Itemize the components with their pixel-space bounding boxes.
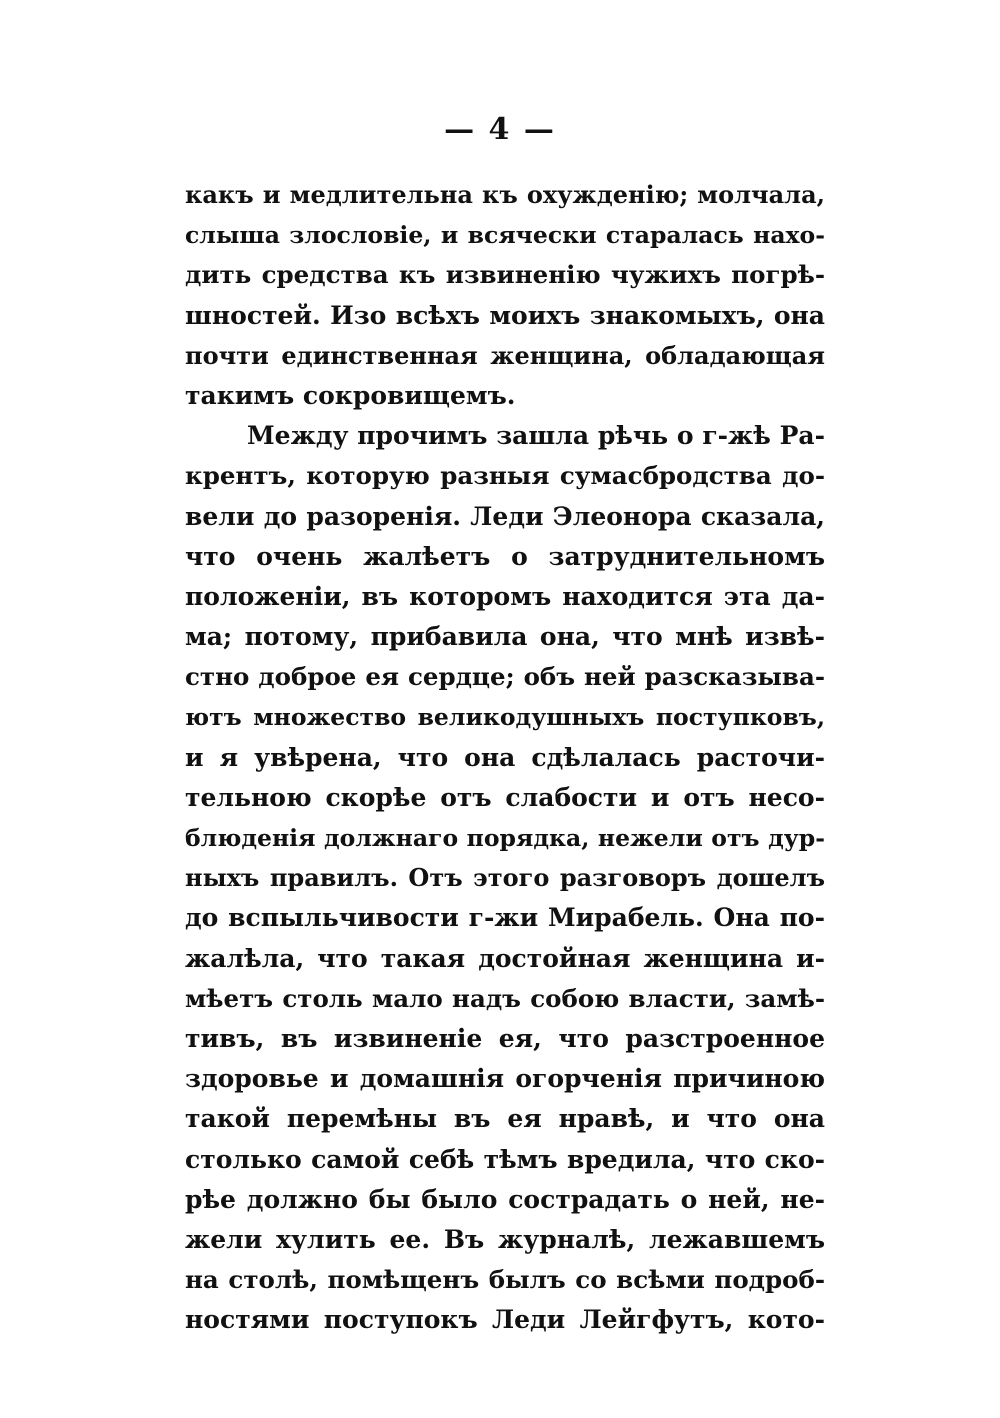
- text-line: блюденія должнаго порядка, нежели отъ дур-: [185, 824, 825, 852]
- text-line: что очень жалѣетъ о затруднительномъ: [185, 541, 825, 571]
- text-line: такимъ сокровищемъ.: [185, 380, 516, 410]
- text-line: крентъ, которую разныя сумасбродства до-: [185, 461, 825, 491]
- text-line: ностями поступокъ Леди Лейгфутъ, кото-: [185, 1305, 825, 1335]
- text-line: какъ и медлительна къ охужденію; молчала,: [185, 180, 825, 209]
- text-line: почти единственная женщина, обладающая: [185, 340, 825, 370]
- page-number: — 4 —: [444, 112, 556, 147]
- text-line: рѣе должно бы было сострадать о ней, не-: [185, 1184, 825, 1214]
- text-line: тельною скорѣе отъ слабости и отъ несо-: [185, 782, 825, 812]
- text-line: стно доброе ея сердце; объ ней разсказыва-: [185, 662, 825, 692]
- text-line: такой перемѣны въ ея нравѣ, и что она: [185, 1104, 825, 1134]
- text-line: ютъ множество великодушныхъ поступковъ,: [185, 703, 825, 732]
- text-line: до вспыльчивости г-жи Мирабель. Она по-: [185, 903, 825, 933]
- text-line: ныхъ правилъ. Отъ этого разговоръ дошелъ: [185, 863, 825, 893]
- text-line: слыша злословіе, и всячески старалась нахо-: [185, 221, 825, 250]
- text-line: ма; потому, прибавила она, что мнѣ извѣ-: [185, 622, 825, 652]
- text-line: жалѣла, что такая достойная женщина и-: [185, 943, 825, 973]
- text-line: мѣетъ столь мало надъ собою власти, замѣ-: [185, 983, 825, 1013]
- text-line: на столѣ, помѣщенъ былъ со всѣми подроб-: [185, 1265, 825, 1295]
- text-line: здоровье и домашнія огорченія причиною: [185, 1064, 825, 1094]
- text-line: вели до разоренія. Леди Элеонора сказала,: [185, 501, 825, 531]
- body-text: [185, 175, 825, 1340]
- text-line: шностей. Изо всѣхъ моихъ знакомыхъ, она: [185, 300, 825, 330]
- text-line: дить средства къ извиненію чужихъ погрѣ-: [185, 260, 825, 290]
- text-line: Между прочимъ зашла рѣчь о г-жѣ Ра-: [247, 421, 825, 451]
- text-line: и я увѣрена, что она сдѣлалась расточи-: [185, 742, 825, 772]
- text-line: столько самой себѣ тѣмъ вредила, что ско-: [185, 1144, 825, 1174]
- text-line: жели хулить ее. Въ журналѣ, лежавшемъ: [185, 1224, 825, 1254]
- text-line: тивъ, въ извиненіе ея, что разстроенное: [185, 1023, 825, 1053]
- text-line: положеніи, въ которомъ находится эта да-: [185, 581, 825, 611]
